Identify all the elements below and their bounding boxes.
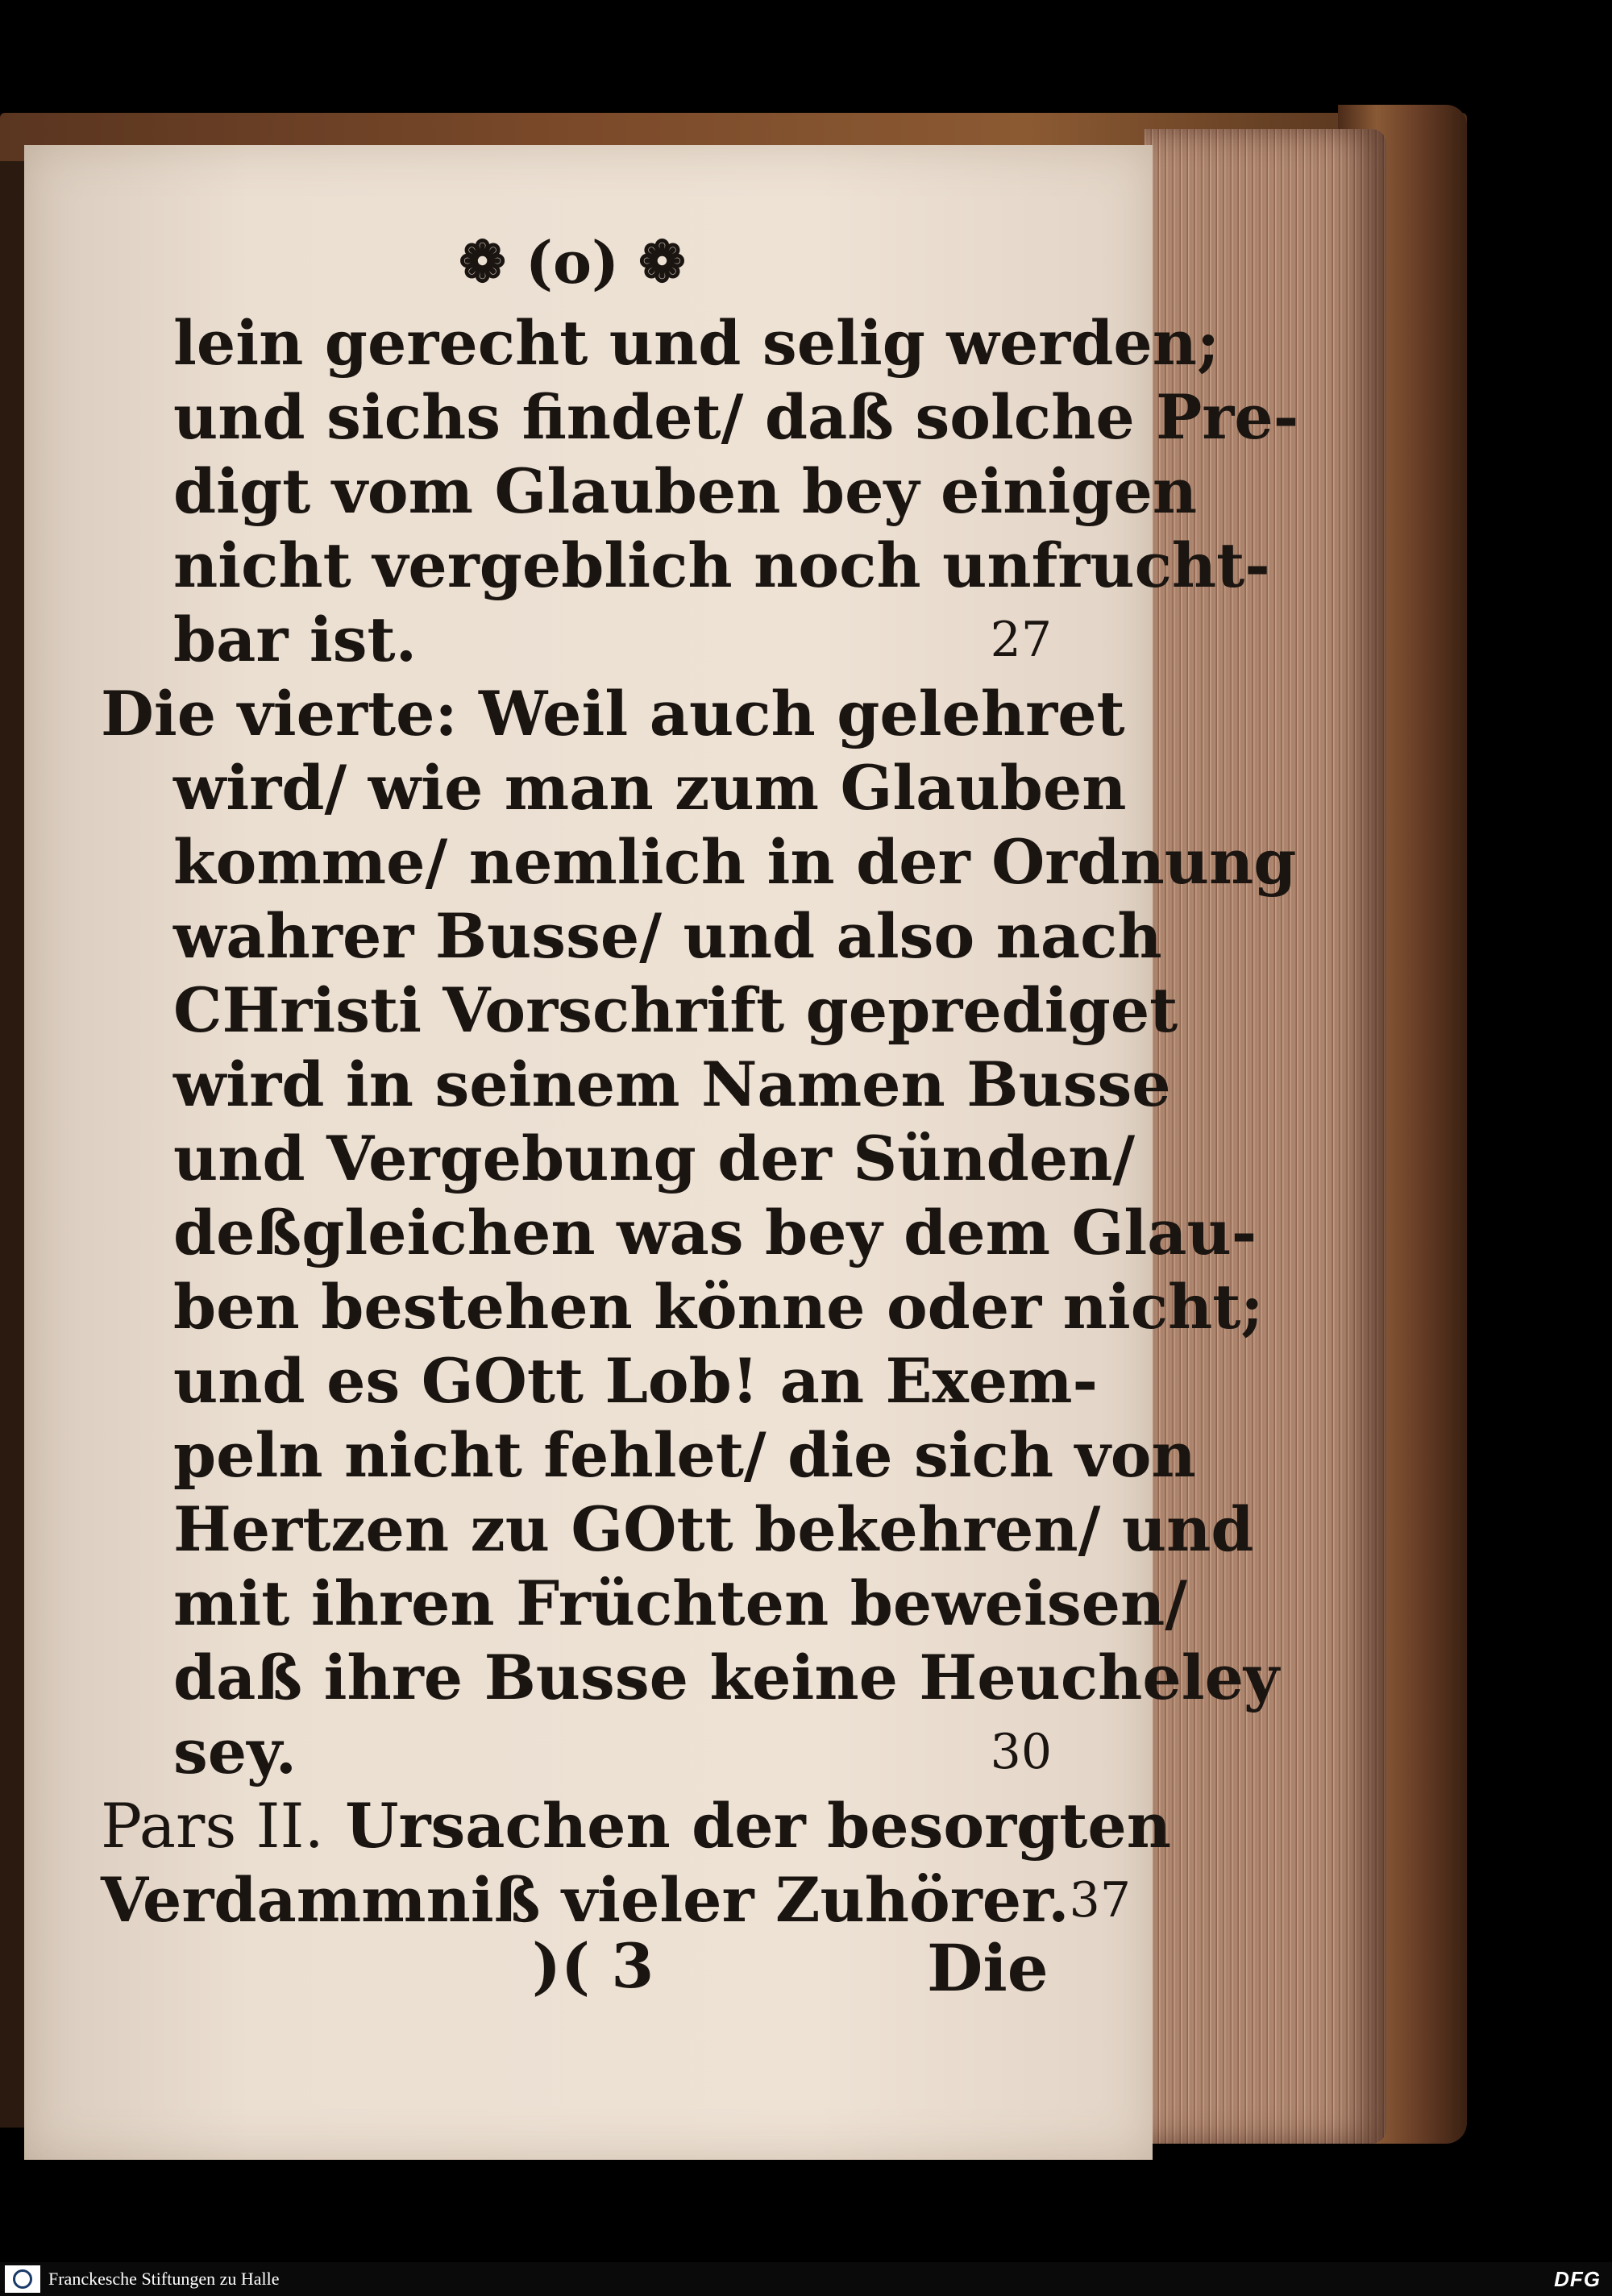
pars-title-1: Ursachen der besorgten — [345, 1790, 1172, 1862]
text-line: wird in seinem Namen Busse — [173, 1048, 1171, 1120]
text-line: ben bestehen könne oder nicht; — [173, 1271, 1264, 1343]
left-page-edge — [0, 161, 24, 2128]
page-header — [419, 226, 725, 298]
dfg-logo: DFG — [1554, 2266, 1601, 2291]
text-line: digt vom Glauben bey einigen — [173, 455, 1198, 527]
text-line: CHristi Vorschrift geprediget — [173, 974, 1178, 1046]
text-line: deßgleichen was bey dem Glau- — [173, 1197, 1257, 1268]
text-line: und es GOtt Lob! an Exem- — [173, 1345, 1099, 1417]
pars-heading-line — [101, 1789, 1172, 1863]
text-line: Hertzen zu GOtt bekehren/ und — [173, 1493, 1254, 1565]
text-line: komme/ nemlich in der Ordnung — [173, 826, 1297, 898]
catchword: Die — [927, 1930, 1049, 2006]
text-line: wird/ wie man zum Glauben — [173, 752, 1127, 824]
reference-number: 30 — [990, 1724, 1052, 1780]
signature-mark: )( 3 — [532, 1930, 654, 2002]
text-line: und Vergebung der Sünden/ — [173, 1123, 1136, 1194]
page-text — [101, 306, 1299, 1937]
text-line: und sichs findet/ daß solche Pre- — [173, 381, 1299, 453]
ornament-right-icon: ❁ — [638, 228, 686, 295]
text-line: sey. 30 — [173, 1716, 1052, 1787]
ornament-left-icon: ❁ — [459, 228, 506, 295]
text-line: mit ihren Früchten beweisen/ — [173, 1567, 1188, 1639]
text-line: lein gerecht und selig werden; — [173, 307, 1220, 379]
footer-left — [0, 2265, 280, 2293]
institution-logo-icon — [5, 2265, 40, 2293]
institution-name: Franckesche Stiftungen zu Halle — [48, 2269, 280, 2289]
pars-label: Pars II. — [101, 1790, 324, 1862]
footer-bar — [0, 2262, 1612, 2296]
text-line: bar ist. 27 — [173, 604, 1052, 675]
text-line: peln nicht fehlet/ die sich von — [173, 1419, 1196, 1491]
text-line: Die vierte: Weil auch gelehret — [101, 678, 1125, 749]
page-marker: (o) — [525, 227, 620, 297]
text-line: wahrer Busse/ und also nach — [173, 900, 1162, 972]
pars-title-2: Verdammniß vieler Zuhörer. — [101, 1864, 1070, 1936]
text-line: daß ihre Busse keine Heucheley — [173, 1642, 1280, 1713]
reference-number: 27 — [990, 612, 1052, 668]
reference-number: 37 — [1069, 1872, 1131, 1929]
text-line: nicht vergeblich noch unfrucht- — [173, 529, 1270, 601]
pars-heading-line — [101, 1863, 1131, 1937]
